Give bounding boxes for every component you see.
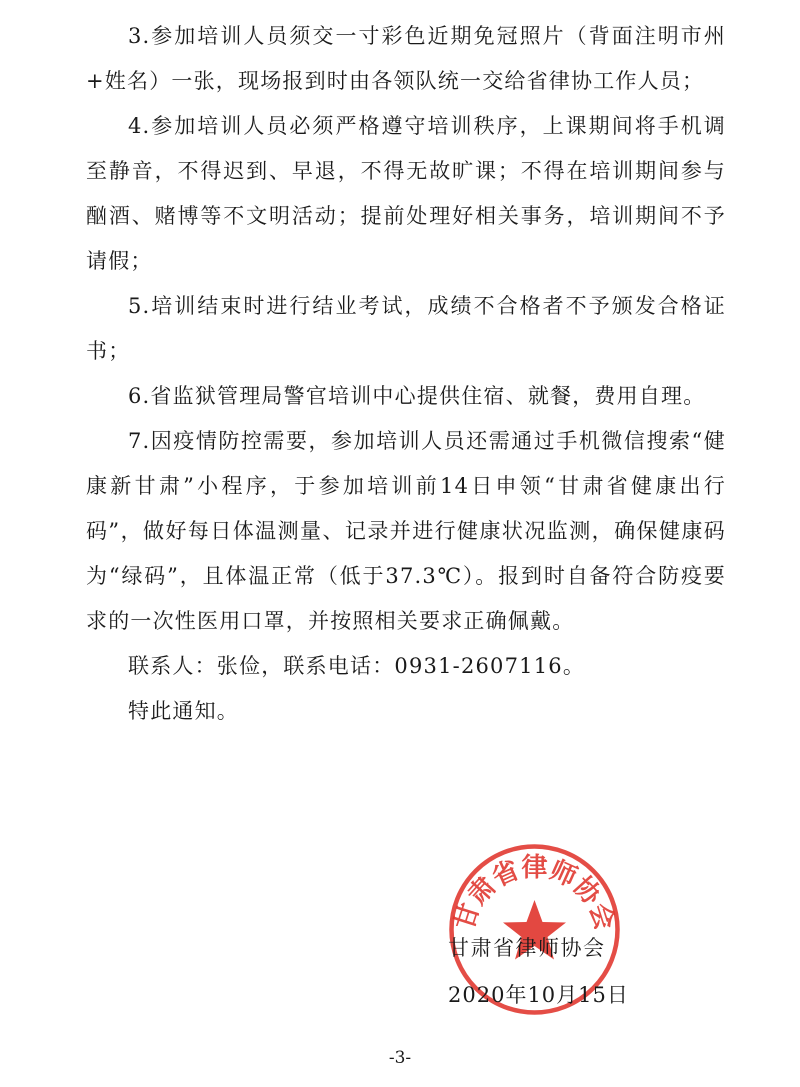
paragraph-item-6: 6.省监狱管理局警官培训中心提供住宿、就餐，费用自理。 bbox=[128, 384, 706, 408]
paragraph-item-4: 4.参加培训人员必须严格遵守培训秩序，上课期间将手机调至静音，不得迟到、早退，不得无故旷课；不得在培训期间参与酗酒、赌博等不文明活动；提前处理好相关事务，培训期间不予请假； bbox=[86, 114, 726, 273]
paragraph-item-7: 7.因疫情防控需要，参加培训人员还需通过手机微信搜索“健康新甘肃”小程序，于参加培训前14日申领“甘肃省健康出行码”，做好每日体温测量、记录并进行健康状况监测，确保健康码为“绿码”，且体温正常（低于37.3℃）。报到时自备符合防疫要求的一次性医用口罩，并按照相关要求正确佩戴。 bbox=[86, 429, 726, 633]
body-text bbox=[86, 14, 726, 734]
contact-line: 联系人：张俭，联系电话：0931-2607116。 bbox=[128, 654, 586, 678]
page-number: -3- bbox=[388, 1048, 412, 1068]
signature-organization: 甘肃省律师协会 bbox=[448, 936, 606, 960]
closing-line: 特此通知。 bbox=[128, 699, 239, 723]
signature-date: 2020年10月15日 bbox=[448, 983, 629, 1007]
paragraph-item-3: 3.参加培训人员须交一寸彩色近期免冠照片（背面注明市州+姓名）一张，现场报到时由各领队统一交给省律协工作人员； bbox=[86, 24, 726, 93]
paragraph-item-5: 5.培训结束时进行结业考试，成绩不合格者不予颁发合格证书； bbox=[86, 294, 726, 363]
seal-text: 甘肃省律师协会 bbox=[449, 853, 620, 934]
